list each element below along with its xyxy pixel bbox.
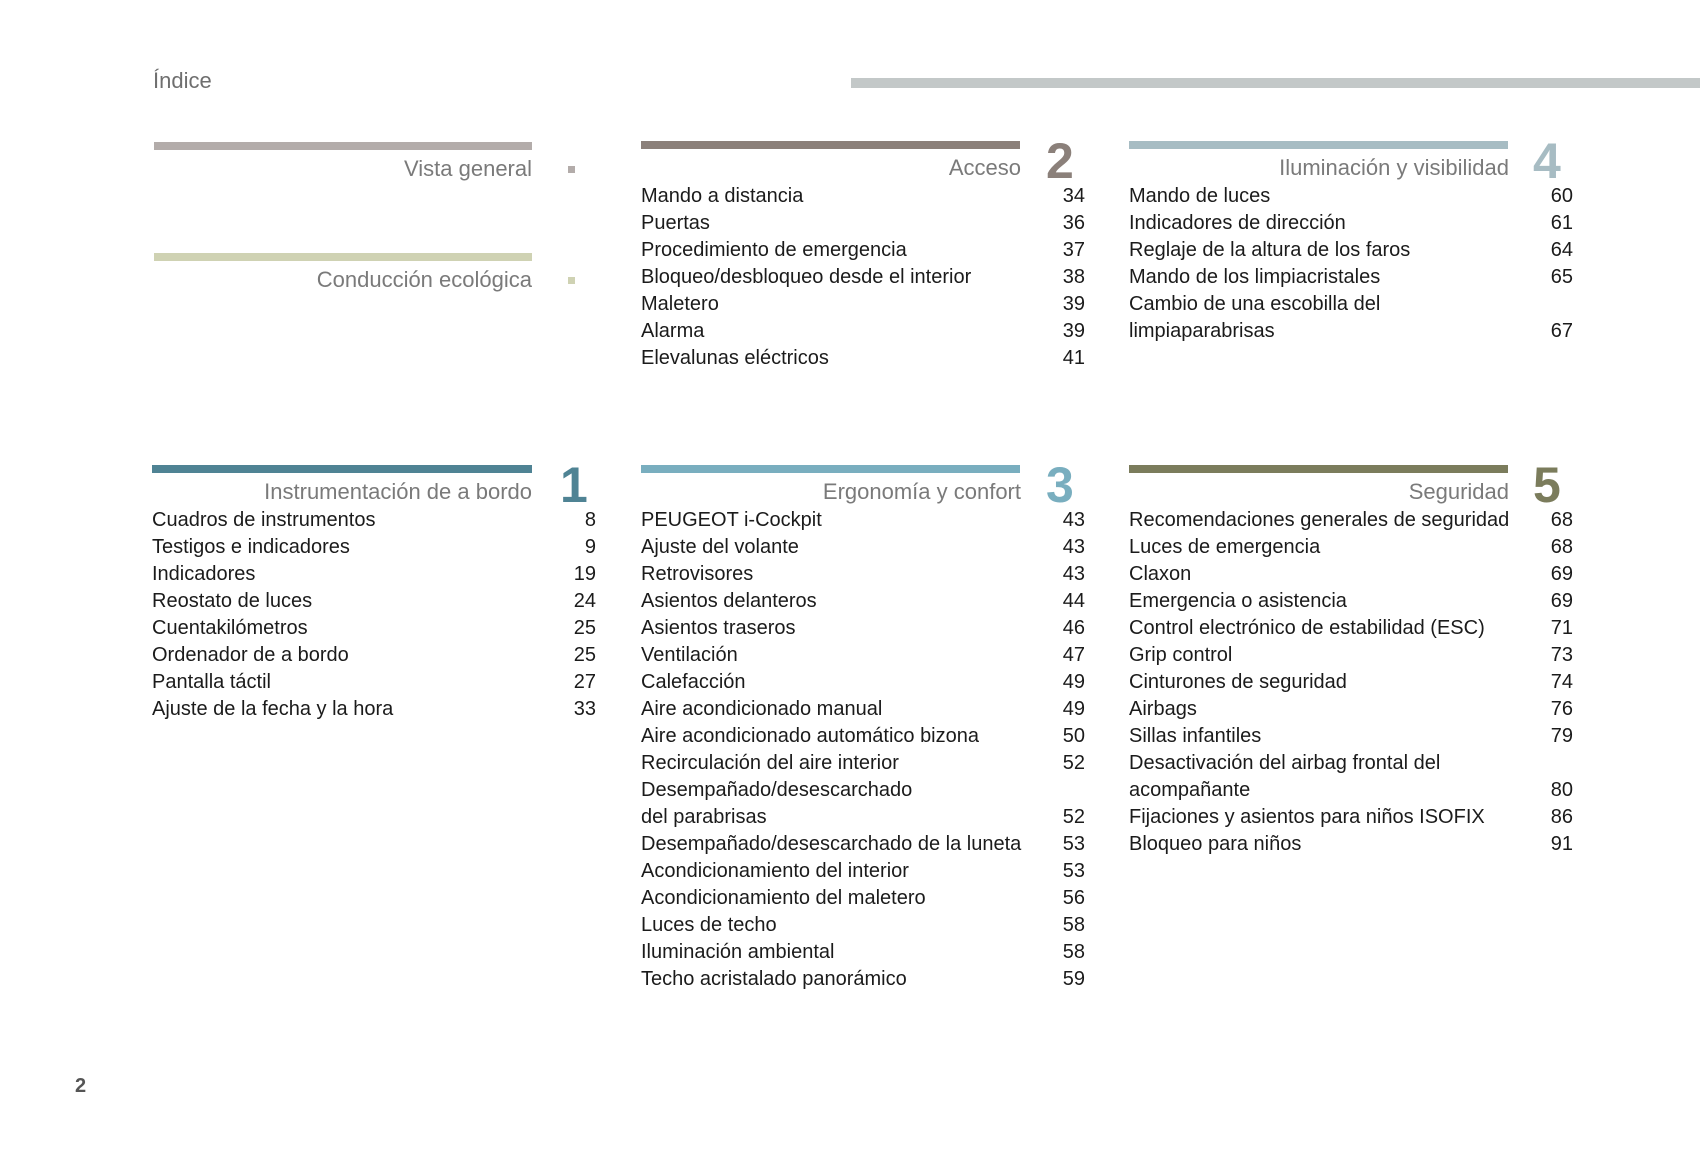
toc-entry[interactable] <box>1129 534 1573 561</box>
toc-entry[interactable] <box>1129 237 1573 264</box>
toc-entry[interactable] <box>641 210 1085 237</box>
entry-title: Ordenador de a bordo <box>152 644 349 666</box>
entry-title: Asientos delanteros <box>641 590 817 612</box>
entry-page-number: 8 <box>584 509 596 531</box>
section-bar <box>154 253 532 261</box>
entry-list <box>641 507 1085 993</box>
entry-page-number: 33 <box>573 698 596 720</box>
toc-entry[interactable] <box>641 183 1085 210</box>
toc-entry[interactable] <box>641 750 1085 777</box>
entry-title: Retrovisores <box>641 563 754 585</box>
toc-entry[interactable] <box>641 696 1085 723</box>
entry-page-number: 43 <box>1062 563 1085 585</box>
entry-page-number: 39 <box>1062 293 1085 315</box>
toc-entry[interactable] <box>152 642 596 669</box>
section-vista-general <box>154 142 532 182</box>
toc-entry[interactable] <box>152 615 596 642</box>
entry-page-number: 53 <box>1062 833 1085 855</box>
section-title: Instrumentación de a bordo <box>264 479 532 504</box>
section-bar <box>1129 465 1508 473</box>
entry-title: Pantalla táctil <box>152 671 271 693</box>
toc-entry[interactable] <box>641 831 1085 858</box>
entry-page-number: 58 <box>1062 914 1085 936</box>
entry-title: Airbags <box>1129 698 1197 720</box>
entry-page-number: 41 <box>1062 347 1085 369</box>
toc-entry[interactable] <box>1129 831 1573 858</box>
toc-entry[interactable] <box>641 318 1085 345</box>
entry-title: Ajuste del volante <box>641 536 799 558</box>
toc-entry[interactable] <box>641 939 1085 966</box>
entry-title: Alarma <box>641 320 705 342</box>
toc-entry[interactable] <box>641 642 1085 669</box>
entry-page-number: 53 <box>1062 860 1085 882</box>
entry-title: Sillas infantiles <box>1129 725 1262 747</box>
entry-title: Acondicionamiento del maletero <box>641 887 926 909</box>
toc-entry[interactable] <box>1129 183 1573 210</box>
entry-title: Aire acondicionado automático bizona <box>641 725 979 747</box>
entry-page-number: 52 <box>1062 806 1085 828</box>
toc-entry[interactable] <box>641 966 1085 993</box>
entry-page-number: 36 <box>1062 212 1085 234</box>
entry-title: Fijaciones y asientos para niños ISOFIX <box>1129 806 1485 828</box>
entry-title: Bloqueo para niños <box>1129 833 1302 855</box>
toc-entry[interactable] <box>1129 291 1573 345</box>
toc-entry[interactable] <box>641 588 1085 615</box>
toc-entry[interactable] <box>152 669 596 696</box>
toc-entry[interactable] <box>1129 561 1573 588</box>
toc-entry[interactable] <box>1129 507 1573 534</box>
section-bar <box>641 465 1020 473</box>
toc-entry[interactable] <box>1129 723 1573 750</box>
entry-page-number: 60 <box>1550 185 1573 207</box>
entry-title: Luces de emergencia <box>1129 536 1321 558</box>
toc-entry[interactable] <box>641 345 1085 372</box>
entry-title: PEUGEOT i-Cockpit <box>641 509 822 531</box>
toc-entry[interactable] <box>152 561 596 588</box>
entry-title: Control electrónico de estabilidad (ESC) <box>1129 617 1485 639</box>
toc-entry[interactable] <box>152 534 596 561</box>
toc-entry[interactable] <box>1129 804 1573 831</box>
entry-title: Cuentakilómetros <box>152 617 308 639</box>
section-title: Vista general <box>403 156 532 181</box>
entry-page-number: 59 <box>1062 968 1085 990</box>
entry-title: Bloqueo/desbloqueo desde el interior <box>641 266 972 288</box>
toc-entry[interactable] <box>641 669 1085 696</box>
toc-entry[interactable] <box>641 264 1085 291</box>
entry-page-number: 38 <box>1062 266 1085 288</box>
toc-entry[interactable] <box>1129 696 1573 723</box>
entry-title: Ajuste de la fecha y la hora <box>152 698 394 720</box>
section-number: 3 <box>1046 457 1074 513</box>
section-number: 2 <box>1046 133 1074 189</box>
section-title: Conducción ecológica <box>316 267 532 292</box>
toc-entry[interactable] <box>641 615 1085 642</box>
entry-title: Mando de luces <box>1129 185 1271 207</box>
entry-page-number: 69 <box>1550 590 1573 612</box>
section-bar <box>152 465 532 473</box>
header-rule <box>851 78 1700 88</box>
entry-page-number: 76 <box>1550 698 1573 720</box>
entry-page-number: 25 <box>573 644 596 666</box>
entry-title: Calefacción <box>641 671 746 693</box>
entry-page-number: 69 <box>1550 563 1573 585</box>
entry-title: Aire acondicionado manual <box>641 698 883 720</box>
section-conduccion-ecologica <box>154 253 532 293</box>
entry-page-number: 49 <box>1062 698 1085 720</box>
toc-entry[interactable] <box>641 237 1085 264</box>
entry-page-number: 47 <box>1062 644 1085 666</box>
entry-title: Reglaje de la altura de los faros <box>1129 239 1411 261</box>
entry-page-number: 68 <box>1550 536 1573 558</box>
section-bar <box>1129 141 1508 149</box>
entry-page-number: 67 <box>1550 320 1573 342</box>
entry-title: Iluminación ambiental <box>641 941 835 963</box>
toc-entry[interactable] <box>152 696 596 723</box>
entry-page-number: 68 <box>1550 509 1573 531</box>
entry-title: Acondicionamiento del interior <box>641 860 909 882</box>
entry-title: Desempañado/desescarchado de la luneta <box>641 833 1022 855</box>
toc-entry[interactable] <box>641 507 1085 534</box>
entry-title: Maletero <box>641 293 719 315</box>
section-number: 4 <box>1533 133 1561 189</box>
entry-title: Testigos e indicadores <box>152 536 350 558</box>
entry-title: Recirculación del aire interior <box>641 752 899 774</box>
entry-title: Cuadros de instrumentos <box>152 509 376 531</box>
entry-page-number: 46 <box>1062 617 1085 639</box>
section-title: Iluminación y visibilidad <box>1279 155 1509 180</box>
entry-page-number: 9 <box>584 536 596 558</box>
entry-title: Techo acristalado panorámico <box>641 968 907 990</box>
toc-entry[interactable] <box>152 507 596 534</box>
entry-title: Emergencia o asistencia <box>1129 590 1347 612</box>
entry-page-number: 50 <box>1062 725 1085 747</box>
entry-title: Desempañado/desescarchado del parabrisas <box>641 779 913 828</box>
toc-entry[interactable] <box>641 534 1085 561</box>
entry-page-number: 64 <box>1550 239 1573 261</box>
entry-page-number: 73 <box>1550 644 1573 666</box>
entry-page-number: 80 <box>1550 779 1573 801</box>
section-bar <box>154 142 532 150</box>
entry-page-number: 91 <box>1550 833 1573 855</box>
entry-page-number: 71 <box>1550 617 1573 639</box>
entry-page-number: 44 <box>1062 590 1085 612</box>
entry-title: Recomendaciones generales de seguridad <box>1129 509 1510 531</box>
entry-page-number: 49 <box>1062 671 1085 693</box>
toc-entry[interactable] <box>1129 264 1573 291</box>
entry-list <box>1129 183 1573 345</box>
entry-page-number: 24 <box>573 590 596 612</box>
entry-page-number: 52 <box>1062 752 1085 774</box>
entry-title: Indicadores <box>152 563 256 585</box>
entry-page-number: 79 <box>1550 725 1573 747</box>
entry-title: Luces de techo <box>641 914 777 936</box>
entry-title: Indicadores de dirección <box>1129 212 1346 234</box>
toc-entry[interactable] <box>1129 210 1573 237</box>
entry-title: Ventilación <box>641 644 738 666</box>
entry-page-number: 74 <box>1550 671 1573 693</box>
toc-entry[interactable] <box>641 777 1085 831</box>
entry-page-number: 56 <box>1062 887 1085 909</box>
section-number: 5 <box>1533 457 1561 513</box>
toc-entry[interactable] <box>1129 588 1573 615</box>
entry-title: Mando de los limpiacristales <box>1129 266 1381 288</box>
entry-page-number: 65 <box>1550 266 1573 288</box>
entry-page-number: 34 <box>1062 185 1085 207</box>
entry-title: Grip control <box>1129 644 1233 666</box>
entry-page-number: 58 <box>1062 941 1085 963</box>
entry-page-number: 43 <box>1062 536 1085 558</box>
section-marker <box>568 277 575 284</box>
toc-entry[interactable] <box>152 588 596 615</box>
entry-title: Elevalunas eléctricos <box>641 347 829 369</box>
entry-title: Cambio de una escobilla del limpiaparabrisas <box>1129 293 1381 342</box>
toc-entry[interactable] <box>641 858 1085 885</box>
toc-entry[interactable] <box>1129 642 1573 669</box>
section-title: Seguridad <box>1408 479 1509 504</box>
entry-page-number: 43 <box>1062 509 1085 531</box>
entry-page-number: 19 <box>573 563 596 585</box>
toc-entry[interactable] <box>1129 750 1573 804</box>
section-title: Ergonomía y confort <box>822 479 1021 504</box>
toc-entry[interactable] <box>641 885 1085 912</box>
entry-title: Mando a distancia <box>641 185 804 207</box>
toc-entry[interactable] <box>1129 669 1573 696</box>
entry-list <box>152 507 596 723</box>
entry-page-number: 37 <box>1062 239 1085 261</box>
section-number: 1 <box>560 457 588 513</box>
section-marker <box>568 166 575 173</box>
toc-entry[interactable] <box>641 561 1085 588</box>
entry-page-number: 39 <box>1062 320 1085 342</box>
entry-title: Asientos traseros <box>641 617 796 639</box>
toc-entry[interactable] <box>641 723 1085 750</box>
entry-page-number: 25 <box>573 617 596 639</box>
entry-list <box>1129 507 1573 858</box>
toc-entry[interactable] <box>641 912 1085 939</box>
page-number: 2 <box>75 1075 87 1097</box>
section-title: Acceso <box>948 155 1021 180</box>
entry-list <box>641 183 1085 372</box>
entry-page-number: 61 <box>1550 212 1573 234</box>
entry-page-number: 86 <box>1550 806 1573 828</box>
toc-entry[interactable] <box>641 291 1085 318</box>
entry-title: Reostato de luces <box>152 590 313 612</box>
entry-title: Claxon <box>1129 563 1192 585</box>
entry-title: Procedimiento de emergencia <box>641 239 907 261</box>
entry-title: Cinturones de seguridad <box>1129 671 1347 693</box>
entry-title: Puertas <box>641 212 710 234</box>
entry-title: Desactivación del airbag frontal del acompañante <box>1129 752 1441 801</box>
page-header-title: Índice <box>153 68 212 93</box>
entry-page-number: 27 <box>573 671 596 693</box>
toc-entry[interactable] <box>1129 615 1573 642</box>
section-bar <box>641 141 1020 149</box>
